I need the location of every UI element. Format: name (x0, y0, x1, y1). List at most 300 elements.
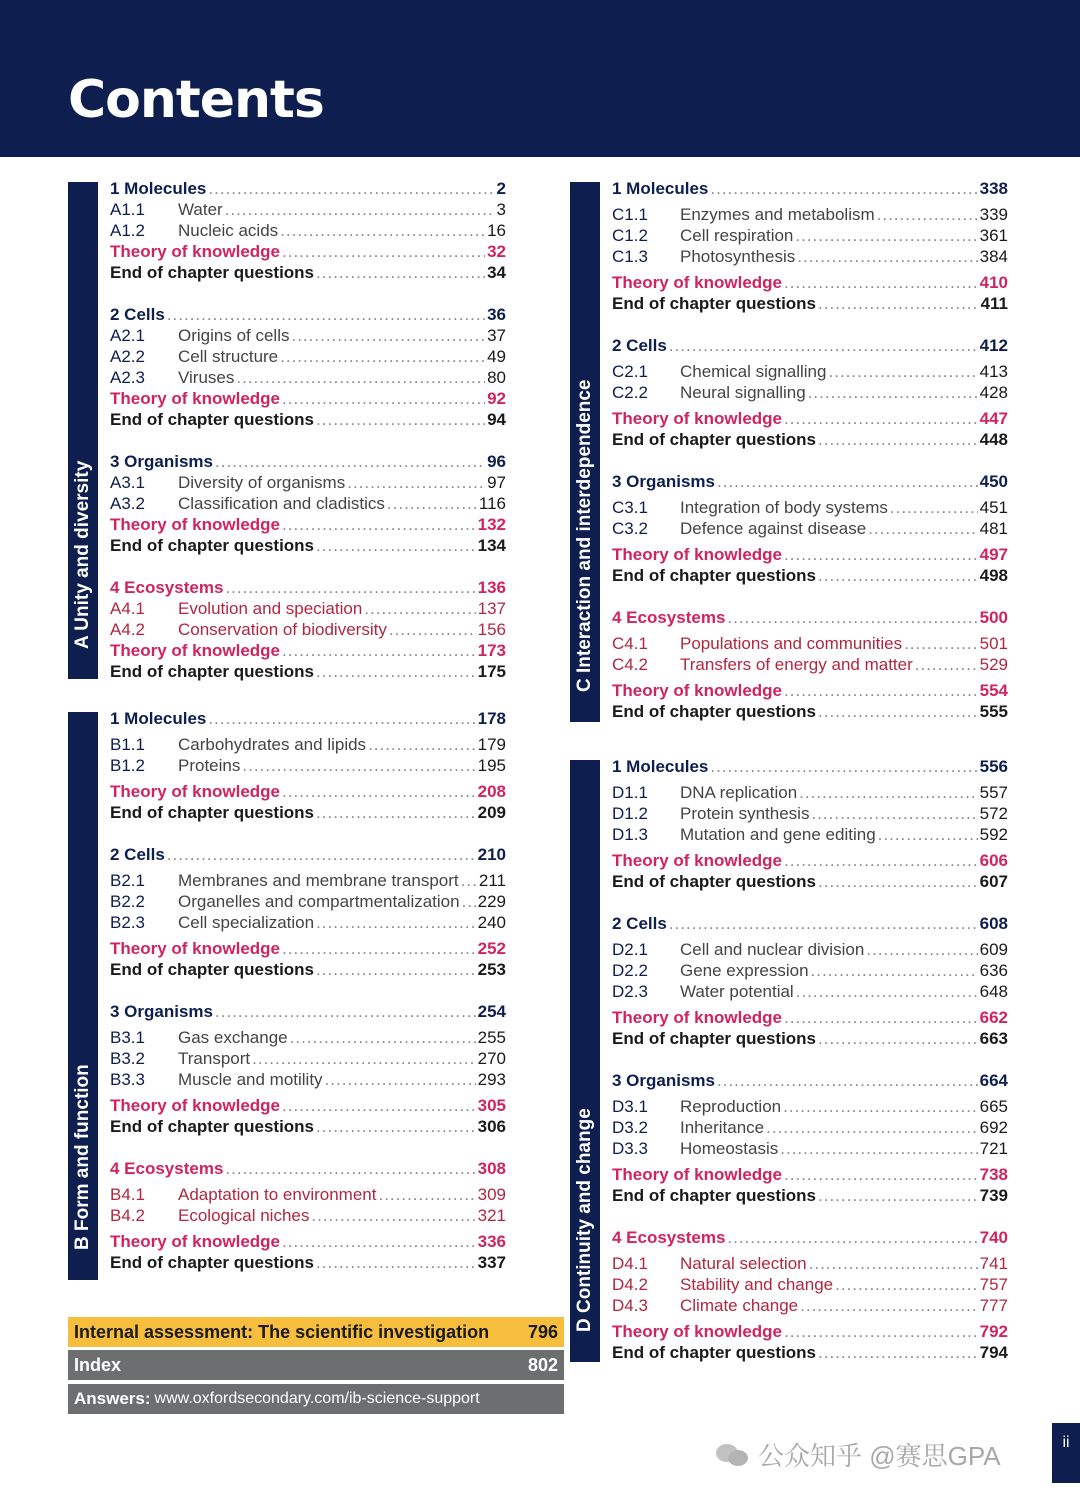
toc-page: 607 (979, 872, 1008, 891)
toc-page: 338 (979, 179, 1008, 198)
toc-page: 195 (477, 756, 506, 775)
toc-page: 662 (979, 1008, 1008, 1027)
toc-page: 384 (979, 247, 1008, 266)
toc-leader-dots (215, 1001, 476, 1023)
unit-a (0, 179, 520, 681)
toc-entry-eoc[interactable] (612, 1342, 1008, 1364)
toc-entry-sub[interactable] (110, 472, 506, 494)
toc-code: A1.1 (110, 200, 145, 219)
toc-leader-dots (208, 708, 475, 730)
index-link[interactable] (68, 1350, 564, 1380)
toc-label: Gene expression (680, 961, 809, 980)
toc-page: 321 (477, 1206, 506, 1225)
toc-label: Climate change (680, 1296, 799, 1315)
toc-page: 178 (477, 709, 506, 728)
toc-page: 665 (979, 1097, 1008, 1116)
toc-leader-dots (389, 619, 476, 641)
toc-page: 794 (979, 1343, 1008, 1362)
toc-code: A2.1 (110, 326, 145, 345)
toc-entry-sub[interactable] (612, 960, 1008, 982)
toc-leader-dots (784, 1321, 978, 1343)
toc-entry-ecosub[interactable] (612, 1274, 1008, 1296)
toc-leader-dots (378, 1184, 475, 1206)
toc-entry-eoc[interactable] (612, 1185, 1008, 1207)
toc-label: Mutation and gene editing (680, 825, 876, 844)
toc-label: End of chapter questions (110, 263, 315, 282)
toc-entry-ecosub[interactable] (612, 654, 1008, 676)
toc-leader-dots (290, 1027, 476, 1049)
toc-leader-dots (890, 497, 978, 519)
toc-entry-tok[interactable] (110, 514, 506, 536)
toc-label: Theory of knowledge (110, 1232, 281, 1251)
toc-entry-head[interactable] (110, 178, 506, 200)
toc-label: Theory of knowledge (612, 1165, 783, 1184)
toc-entry-head[interactable] (110, 1001, 506, 1023)
toc-leader-dots (818, 565, 978, 587)
toc-page: 448 (979, 430, 1008, 449)
toc-entry-eoc[interactable] (612, 565, 1008, 587)
toc-entry-eoc[interactable] (110, 661, 506, 683)
toc-label: 3 Organisms (110, 1002, 213, 1021)
toc-label: End of chapter questions (110, 536, 315, 555)
toc-entry-sub[interactable] (110, 367, 506, 389)
toc-leader-dots (784, 544, 978, 566)
toc-label: Theory of knowledge (612, 1322, 783, 1341)
toc-entry-sub[interactable] (612, 246, 1008, 268)
toc-page: 692 (979, 1118, 1008, 1137)
toc-entry-eco[interactable] (612, 1227, 1008, 1249)
toc-label: Water (178, 200, 223, 219)
wechat-icon (716, 1442, 750, 1468)
toc-entry-head[interactable] (110, 451, 506, 473)
toc-entry-sub[interactable] (612, 1117, 1008, 1139)
toc-entry-eoc[interactable] (110, 262, 506, 284)
toc-leader-dots (316, 535, 476, 557)
toc-code: D2.1 (612, 940, 648, 959)
toc-entry-tok[interactable] (612, 272, 1008, 294)
toc-page: 411 (980, 294, 1008, 313)
toc-label: End of chapter questions (612, 872, 817, 891)
toc-entry-eoc[interactable] (612, 1028, 1008, 1050)
toc-entry-sub[interactable] (110, 755, 506, 777)
unit-title: B Form and function (72, 1064, 93, 1250)
toc-label: Theory of knowledge (612, 1008, 783, 1027)
toc-entry-sub[interactable] (110, 346, 506, 368)
toc-leader-dots (868, 518, 977, 540)
toc-page: 175 (477, 662, 506, 681)
toc-entry-sub[interactable] (110, 870, 506, 892)
toc-page: 361 (979, 226, 1008, 245)
unit-d (502, 757, 1022, 1362)
toc-code: B1.2 (110, 756, 145, 775)
toc-label: Transport (178, 1049, 251, 1068)
toc-label: Theory of knowledge (612, 851, 783, 870)
toc-code: D4.3 (612, 1296, 648, 1315)
toc-label: Theory of knowledge (110, 1096, 281, 1115)
toc-page: 554 (979, 681, 1008, 700)
toc-label: Transfers of energy and matter (680, 655, 913, 674)
toc-label: 2 Cells (110, 305, 165, 324)
toc-entry-head[interactable] (612, 1070, 1008, 1092)
toc-entry-ecosub[interactable] (612, 633, 1008, 655)
toc-label: Theory of knowledge (612, 409, 783, 428)
toc-leader-dots (818, 1342, 978, 1364)
toc-page: 179 (477, 735, 506, 754)
toc-page: 498 (979, 566, 1008, 585)
toc-code: A3.1 (110, 473, 145, 492)
toc-code: C3.1 (612, 498, 648, 517)
toc-entry-head[interactable] (110, 844, 506, 866)
toc-entry-sub[interactable] (110, 912, 506, 934)
toc-label: Conservation of biodiversity (178, 620, 387, 639)
toc-label: Theory of knowledge (612, 681, 783, 700)
toc-page: 252 (477, 939, 506, 958)
unit-side-bar (68, 182, 98, 679)
toc-label: Theory of knowledge (612, 545, 783, 564)
toc-page: 339 (979, 205, 1008, 224)
toc-entry-tok[interactable] (110, 241, 506, 263)
internal-assessment-link[interactable] (68, 1317, 564, 1347)
watermark-text: 公众知乎 @赛思GPA (758, 1441, 1001, 1471)
toc-leader-dots (797, 246, 977, 268)
toc-page: 309 (477, 1185, 506, 1204)
toc-page: 37 (487, 326, 506, 345)
toc-label: Muscle and motility (178, 1070, 323, 1089)
toc-leader-dots (461, 870, 477, 892)
toc-entry-tok[interactable] (110, 640, 506, 662)
toc-label: Theory of knowledge (612, 273, 783, 292)
toc-code: C1.2 (612, 226, 648, 245)
toc-code: B3.2 (110, 1049, 145, 1068)
toc-leader-dots (818, 429, 978, 451)
toc-label: Ecological niches (178, 1206, 310, 1225)
toc-label: Photosynthesis (680, 247, 796, 266)
toc-leader-dots (316, 1116, 476, 1138)
toc-code: B3.1 (110, 1028, 145, 1047)
toc-entry-ecosub[interactable] (612, 1253, 1008, 1275)
toc-entry-head[interactable] (612, 335, 1008, 357)
toc-leader-dots (225, 577, 475, 599)
toc-page: 738 (979, 1165, 1008, 1184)
toc-page: 208 (477, 782, 506, 801)
toc-page: 413 (979, 362, 1008, 381)
toc-page: 132 (477, 515, 506, 534)
toc-page: 32 (487, 242, 506, 261)
toc-entry-eco[interactable] (110, 577, 506, 599)
toc-page: 741 (979, 1254, 1008, 1273)
toc-entry-eoc[interactable] (110, 1116, 506, 1138)
toc-entry-sub[interactable] (110, 1027, 506, 1049)
toc-leader-dots (780, 1138, 977, 1160)
toc-entry-ecosub[interactable] (612, 1295, 1008, 1317)
toc-page: 3 (496, 200, 506, 219)
toc-entry-ecosub[interactable] (110, 619, 506, 641)
toc-entry-sub[interactable] (612, 1138, 1008, 1160)
toc-entry-sub[interactable] (110, 1048, 506, 1070)
toc-page: 555 (979, 702, 1008, 721)
toc-label: End of chapter questions (110, 803, 315, 822)
toc-label: Gas exchange (178, 1028, 288, 1047)
toc-entry-sub[interactable] (612, 782, 1008, 804)
toc-code: B2.1 (110, 871, 145, 890)
toc-entry-tok[interactable] (110, 1095, 506, 1117)
toc-entry-tok[interactable] (110, 938, 506, 960)
toc-leader-dots (866, 939, 977, 961)
toc-page: 501 (979, 634, 1008, 653)
toc-leader-dots (316, 1252, 476, 1274)
toc-entry-eoc[interactable] (110, 535, 506, 557)
toc-entry-tok[interactable] (110, 781, 506, 803)
toc-entry-eco[interactable] (612, 607, 1008, 629)
toc-entry-sub[interactable] (612, 824, 1008, 846)
toc-leader-dots (727, 1227, 977, 1249)
toc-page: 2 (496, 179, 506, 198)
toc-entry-tok[interactable] (110, 388, 506, 410)
toc-entry-sub[interactable] (612, 382, 1008, 404)
toc-code: A2.2 (110, 347, 145, 366)
toc-entry-eoc[interactable] (110, 802, 506, 824)
toc-label: Cell respiration (680, 226, 794, 245)
toc-entry-tok[interactable] (612, 680, 1008, 702)
toc-entry-sub[interactable] (110, 1069, 506, 1091)
toc-label: Theory of knowledge (110, 389, 281, 408)
watermark (716, 1436, 1001, 1473)
toc-code: D2.2 (612, 961, 648, 980)
toc-label: End of chapter questions (612, 1186, 817, 1205)
toc-leader-dots (811, 960, 978, 982)
toc-entry-sub[interactable] (612, 361, 1008, 383)
toc-entry-tok[interactable] (612, 1007, 1008, 1029)
toc-entry-tok[interactable] (612, 850, 1008, 872)
toc-entry-tok[interactable] (612, 544, 1008, 566)
toc-leader-dots (784, 1164, 978, 1186)
toc-code: C3.2 (612, 519, 648, 538)
toc-entry-ecosub[interactable] (110, 1184, 506, 1206)
toc-label: Theory of knowledge (110, 939, 281, 958)
toc-entry-head[interactable] (612, 471, 1008, 493)
toc-leader-dots (808, 382, 978, 404)
toc-page: 254 (477, 1002, 506, 1021)
toc-entry-eoc[interactable] (612, 871, 1008, 893)
toc-leader-dots (368, 734, 476, 756)
toc-leader-dots (796, 981, 978, 1003)
toc-entry-eoc[interactable] (612, 429, 1008, 451)
toc-label: Inheritance (680, 1118, 765, 1137)
toc-leader-dots (904, 633, 978, 655)
toc-code: D3.3 (612, 1139, 648, 1158)
toc-code: D1.2 (612, 804, 648, 823)
toc-code: C4.2 (612, 655, 648, 674)
toc-page: 80 (487, 368, 506, 387)
toc-code: D4.1 (612, 1254, 648, 1273)
toc-entry-sub[interactable] (612, 518, 1008, 540)
toc-leader-dots (236, 367, 485, 389)
toc-page: 663 (979, 1029, 1008, 1048)
toc-leader-dots (282, 514, 476, 536)
toc-leader-dots (291, 325, 485, 347)
toc-page: 557 (979, 783, 1008, 802)
toc-page: 777 (979, 1296, 1008, 1315)
toc-code: B2.2 (110, 892, 145, 911)
toc-label: Protein synthesis (680, 804, 810, 823)
toc-leader-dots (167, 304, 485, 326)
toc-entry-head[interactable] (110, 708, 506, 730)
toc-entry-eoc[interactable] (110, 1252, 506, 1274)
toc-label: Proteins (178, 756, 241, 775)
toc-entry-sub[interactable] (612, 981, 1008, 1003)
toc-page: 92 (487, 389, 506, 408)
toc-page: 156 (477, 620, 506, 639)
toc-entry-sub[interactable] (110, 734, 506, 756)
toc-entry-head[interactable] (612, 913, 1008, 935)
toc-label: End of chapter questions (612, 1343, 817, 1362)
toc-code: B2.3 (110, 913, 145, 932)
toc-entry-head[interactable] (612, 178, 1008, 200)
toc-leader-dots (347, 472, 485, 494)
toc-leader-dots (242, 755, 475, 777)
toc-leader-dots (828, 361, 977, 383)
answers-label: Answers: (74, 1389, 151, 1408)
toc-page: 16 (487, 221, 506, 240)
toc-label: 4 Ecosystems (612, 1228, 726, 1247)
toc-entry-sub[interactable] (612, 204, 1008, 226)
toc-label: Natural selection (680, 1254, 807, 1273)
toc-label: Stability and change (680, 1275, 834, 1294)
toc-entry-sub[interactable] (110, 199, 506, 221)
toc-label: 1 Molecules (110, 179, 207, 198)
toc-label: Defence against disease (680, 519, 867, 538)
toc-page: 229 (477, 892, 506, 911)
toc-label: End of chapter questions (612, 430, 817, 449)
toc-entry-sub[interactable] (612, 1096, 1008, 1118)
toc-leader-dots (818, 293, 979, 315)
answers-url[interactable]: www.oxfordsecondary.com/ib-science-support (154, 1390, 480, 1407)
toc-entry-sub[interactable] (110, 891, 506, 913)
toc-page: 136 (477, 578, 506, 597)
toc-entry-sub[interactable] (110, 220, 506, 242)
toc-code: B3.3 (110, 1070, 145, 1089)
toc-label: End of chapter questions (612, 702, 817, 721)
toc-entry-sub[interactable] (110, 493, 506, 515)
toc-page: 648 (979, 982, 1008, 1001)
toc-leader-dots (282, 781, 476, 803)
toc-page: 270 (477, 1049, 506, 1068)
toc-leader-dots (316, 912, 476, 934)
toc-leader-dots (282, 938, 476, 960)
toc-entry-eco[interactable] (110, 1158, 506, 1180)
toc-label: Origins of cells (178, 326, 290, 345)
toc-leader-dots (784, 1007, 978, 1029)
toc-code: D3.1 (612, 1097, 648, 1116)
toc-leader-dots (208, 178, 494, 200)
toc-label: End of chapter questions (110, 1253, 315, 1272)
toc-code: D1.3 (612, 825, 648, 844)
toc-page: 608 (979, 914, 1008, 933)
toc-entry-eoc[interactable] (612, 701, 1008, 723)
toc-leader-dots (280, 220, 485, 242)
toc-label: Nucleic acids (178, 221, 279, 240)
toc-label: 4 Ecosystems (110, 1159, 224, 1178)
toc-label: End of chapter questions (110, 1117, 315, 1136)
toc-entry-sub[interactable] (612, 803, 1008, 825)
toc-page: 739 (979, 1186, 1008, 1205)
toc-page: 209 (477, 803, 506, 822)
toc-entry-eoc[interactable] (110, 959, 506, 981)
toc-entry-tok[interactable] (612, 408, 1008, 430)
toc-code: D4.2 (612, 1275, 648, 1294)
toc-code: C2.2 (612, 383, 648, 402)
toc-label: Theory of knowledge (110, 515, 281, 534)
toc-leader-dots (364, 598, 475, 620)
toc-leader-dots (835, 1274, 978, 1296)
unit-side-bar (570, 182, 600, 722)
toc-page: 497 (979, 545, 1008, 564)
toc-leader-dots (818, 1028, 978, 1050)
toc-label: 1 Molecules (612, 179, 709, 198)
toc-entry-sub[interactable] (612, 497, 1008, 519)
toc-page: 97 (487, 473, 506, 492)
toc-page: 336 (477, 1232, 506, 1251)
toc-code: B4.1 (110, 1185, 145, 1204)
toc-entry-head[interactable] (612, 756, 1008, 778)
toc-entry-tok[interactable] (110, 1231, 506, 1253)
toc-label: End of chapter questions (612, 1029, 817, 1048)
toc-code: A1.2 (110, 221, 145, 240)
toc-page: 137 (477, 599, 506, 618)
toc-page: 500 (979, 608, 1008, 627)
toc-label: Diversity of organisms (178, 473, 346, 492)
toc-entry-sub[interactable] (110, 325, 506, 347)
toc-code: C1.1 (612, 205, 648, 224)
toc-leader-dots (710, 178, 977, 200)
toc-label: 3 Organisms (110, 452, 213, 471)
toc-entry-head[interactable] (110, 304, 506, 326)
toc-entry-sub[interactable] (612, 225, 1008, 247)
toc-page: 173 (477, 641, 506, 660)
answers-link[interactable] (68, 1384, 564, 1414)
toc-page: 134 (477, 536, 506, 555)
unit-title: A Unity and diversity (72, 460, 93, 649)
toc-label: DNA replication (680, 783, 798, 802)
toc-page: 428 (979, 383, 1008, 402)
toc-label: End of chapter questions (110, 662, 315, 681)
toc-entry-ecosub[interactable] (110, 598, 506, 620)
page-title: Contents (68, 70, 324, 130)
toc-entry-eoc[interactable] (110, 409, 506, 431)
toc-label: Organelles and compartmentalization (178, 892, 460, 911)
toc-entry-sub[interactable] (612, 939, 1008, 961)
toc-label: End of chapter questions (612, 294, 817, 313)
toc-leader-dots (316, 959, 476, 981)
toc-page: 410 (979, 273, 1008, 292)
toc-leader-dots (818, 701, 978, 723)
toc-label: Membranes and membrane transport (178, 871, 459, 890)
toc-code: D3.2 (612, 1118, 648, 1137)
toc-entry-ecosub[interactable] (110, 1205, 506, 1227)
toc-entry-tok[interactable] (612, 1164, 1008, 1186)
internal-assessment-page: 796 (527, 1321, 558, 1342)
toc-page: 293 (477, 1070, 506, 1089)
toc-entry-eoc[interactable] (612, 293, 1008, 315)
toc-label: Viruses (178, 368, 235, 387)
toc-leader-dots (818, 871, 978, 893)
page-number: ii (1052, 1423, 1080, 1483)
toc-page: 96 (487, 452, 506, 471)
toc-code: A4.1 (110, 599, 145, 618)
toc-label: Carbohydrates and lipids (178, 735, 367, 754)
toc-entry-tok[interactable] (612, 1321, 1008, 1343)
toc-label: Homeostasis (680, 1139, 779, 1158)
